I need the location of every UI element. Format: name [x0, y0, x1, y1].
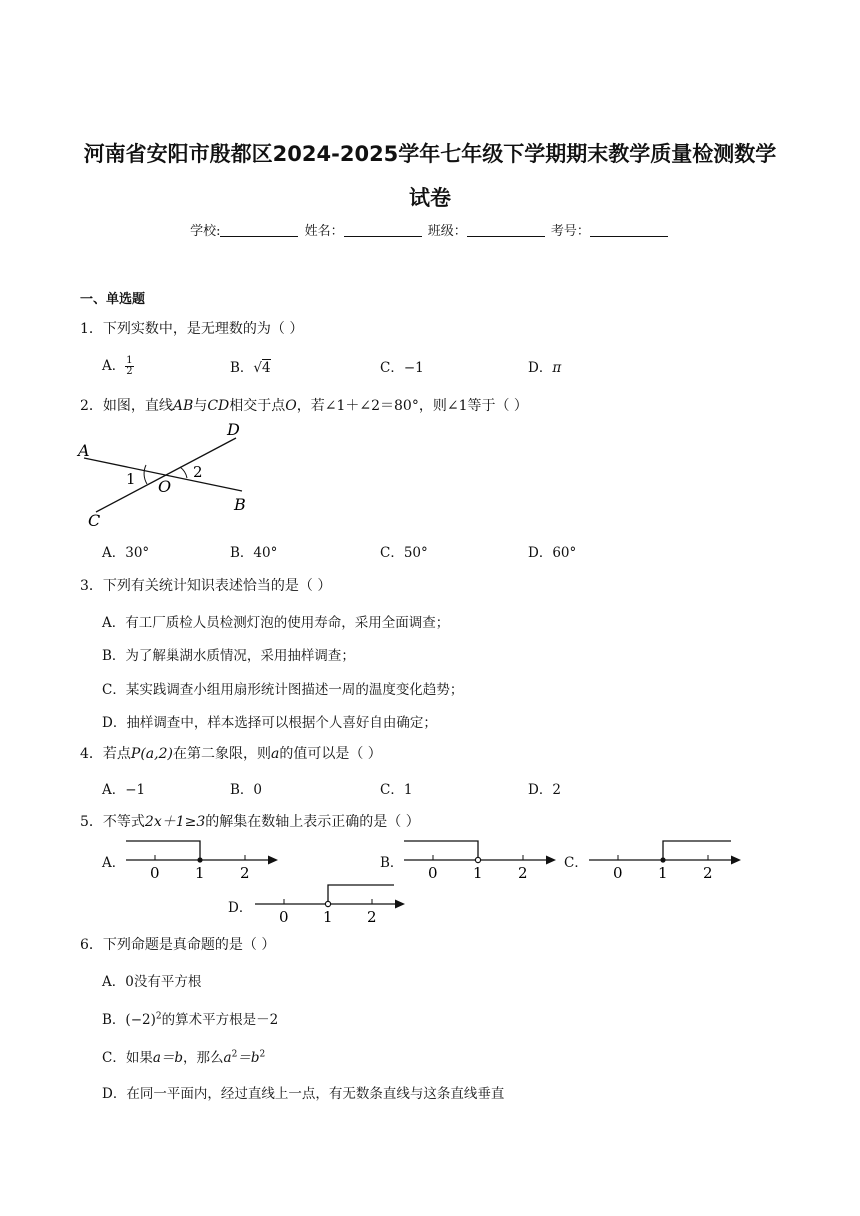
q2-option-b: B．40°	[230, 545, 278, 561]
q4-option-b: B．0	[230, 782, 263, 798]
school-label: 学校:	[190, 224, 221, 239]
q6-option-b: B．$(-2)^2$的算术平方根是－2	[102, 1011, 279, 1028]
student-info-line	[0, 220, 860, 239]
label-c: C	[88, 511, 101, 530]
label-o: O	[158, 477, 172, 496]
q1-option-a: A． $\frac{1}{2}$	[102, 355, 133, 377]
q1-option-c: C．−1	[380, 360, 424, 376]
q1-stem: 1．下列实数中，是无理数的为（ ）	[80, 321, 304, 337]
q3-option-b: B．为了解巢湖水质情况，采用抽样调查；	[102, 648, 355, 664]
tick-1: 1	[658, 864, 668, 882]
q3-stem: 3．下列有关统计知识表述恰当的是（ ）	[80, 578, 332, 594]
tick-2: 2	[240, 864, 250, 882]
q3-option-d: D．抽样调查中，样本选择可以根据个人喜好自由确定；	[102, 715, 437, 731]
q2-intersecting-lines-figure	[76, 418, 256, 530]
exam-no-label: 考号：	[550, 224, 590, 239]
page-title-line2: 试卷	[409, 186, 451, 210]
q5-option-b-label: B．	[380, 855, 404, 871]
name-blank[interactable]	[344, 224, 422, 237]
q6-option-c: C．如果a＝b，那么$a^2=b^2$	[102, 1049, 266, 1066]
q2-option-d: D．60°	[528, 545, 577, 561]
q5-number-line-a	[122, 834, 282, 882]
tick-1: 1	[323, 908, 333, 926]
fraction: $\frac{1}{2}$	[126, 355, 133, 377]
q4-option-a: A．−1	[102, 782, 146, 798]
exam-no-blank[interactable]	[590, 224, 668, 237]
q5-number-line-b	[400, 834, 560, 882]
q6-option-a: A．0没有平方根	[102, 974, 202, 990]
q4-stem: 4．若点P(a,2)在第二象限，则a的值可以是（ ）	[80, 746, 382, 762]
label-a: A	[78, 441, 90, 460]
sqrt-sign: √	[253, 360, 263, 376]
angle-1-label: 1	[126, 470, 136, 488]
section-title: 一、单选题	[80, 292, 146, 307]
angle-2-label: 2	[193, 463, 203, 481]
q5-number-line-d	[251, 878, 411, 926]
q5-number-line-c	[585, 834, 745, 882]
class-blank[interactable]	[467, 224, 545, 237]
tick-0: 0	[428, 864, 438, 882]
name-label: 姓名：	[304, 224, 344, 239]
label-b: B	[234, 495, 246, 514]
q2-stem: 2．如图，直线AB与CD相交于点O，若∠1＋∠2＝80°，则∠1等于（ ）	[80, 398, 528, 414]
tick-2: 2	[518, 864, 528, 882]
q6-option-d: D．在同一平面内，经过直线上一点，有无数条直线与这条直线垂直	[102, 1086, 505, 1102]
tick-2: 2	[367, 908, 377, 926]
q3-option-c: C．某实践调查小组用扇形统计图描述一周的温度变化趋势；	[102, 682, 464, 698]
tick-0: 0	[150, 864, 160, 882]
q2-option-c: C．50°	[380, 545, 428, 561]
q3-option-a: A．有工厂质检人员检测灯泡的使用寿命，采用全面调查；	[102, 615, 450, 631]
q5-option-c-label: C．	[564, 855, 588, 871]
q5-option-d-label: D．	[228, 900, 253, 916]
tick-2: 2	[703, 864, 713, 882]
q1-option-b: B．√4	[230, 360, 271, 376]
q5-option-a-label: A．	[102, 855, 126, 871]
school-blank[interactable]	[220, 224, 298, 237]
label-d: D	[227, 420, 240, 439]
q1-option-d: D．π	[528, 360, 562, 376]
q6-stem: 6．下列命题是真命题的是（ ）	[80, 937, 276, 953]
tick-0: 0	[613, 864, 623, 882]
q2-option-a: A．30°	[102, 545, 150, 561]
page-title: 河南省安阳市殷都区2024-2025学年七年级下学期期末教学质量检测数学	[83, 142, 777, 166]
q4-option-c: C．1	[380, 782, 413, 798]
q4-option-d: D．2	[528, 782, 561, 798]
tick-1: 1	[473, 864, 483, 882]
tick-0: 0	[279, 908, 289, 926]
class-label: 班级：	[427, 224, 467, 239]
tick-1: 1	[195, 864, 205, 882]
q5-stem: 5．不等式2x＋1≥3的解集在数轴上表示正确的是（ ）	[80, 814, 420, 830]
